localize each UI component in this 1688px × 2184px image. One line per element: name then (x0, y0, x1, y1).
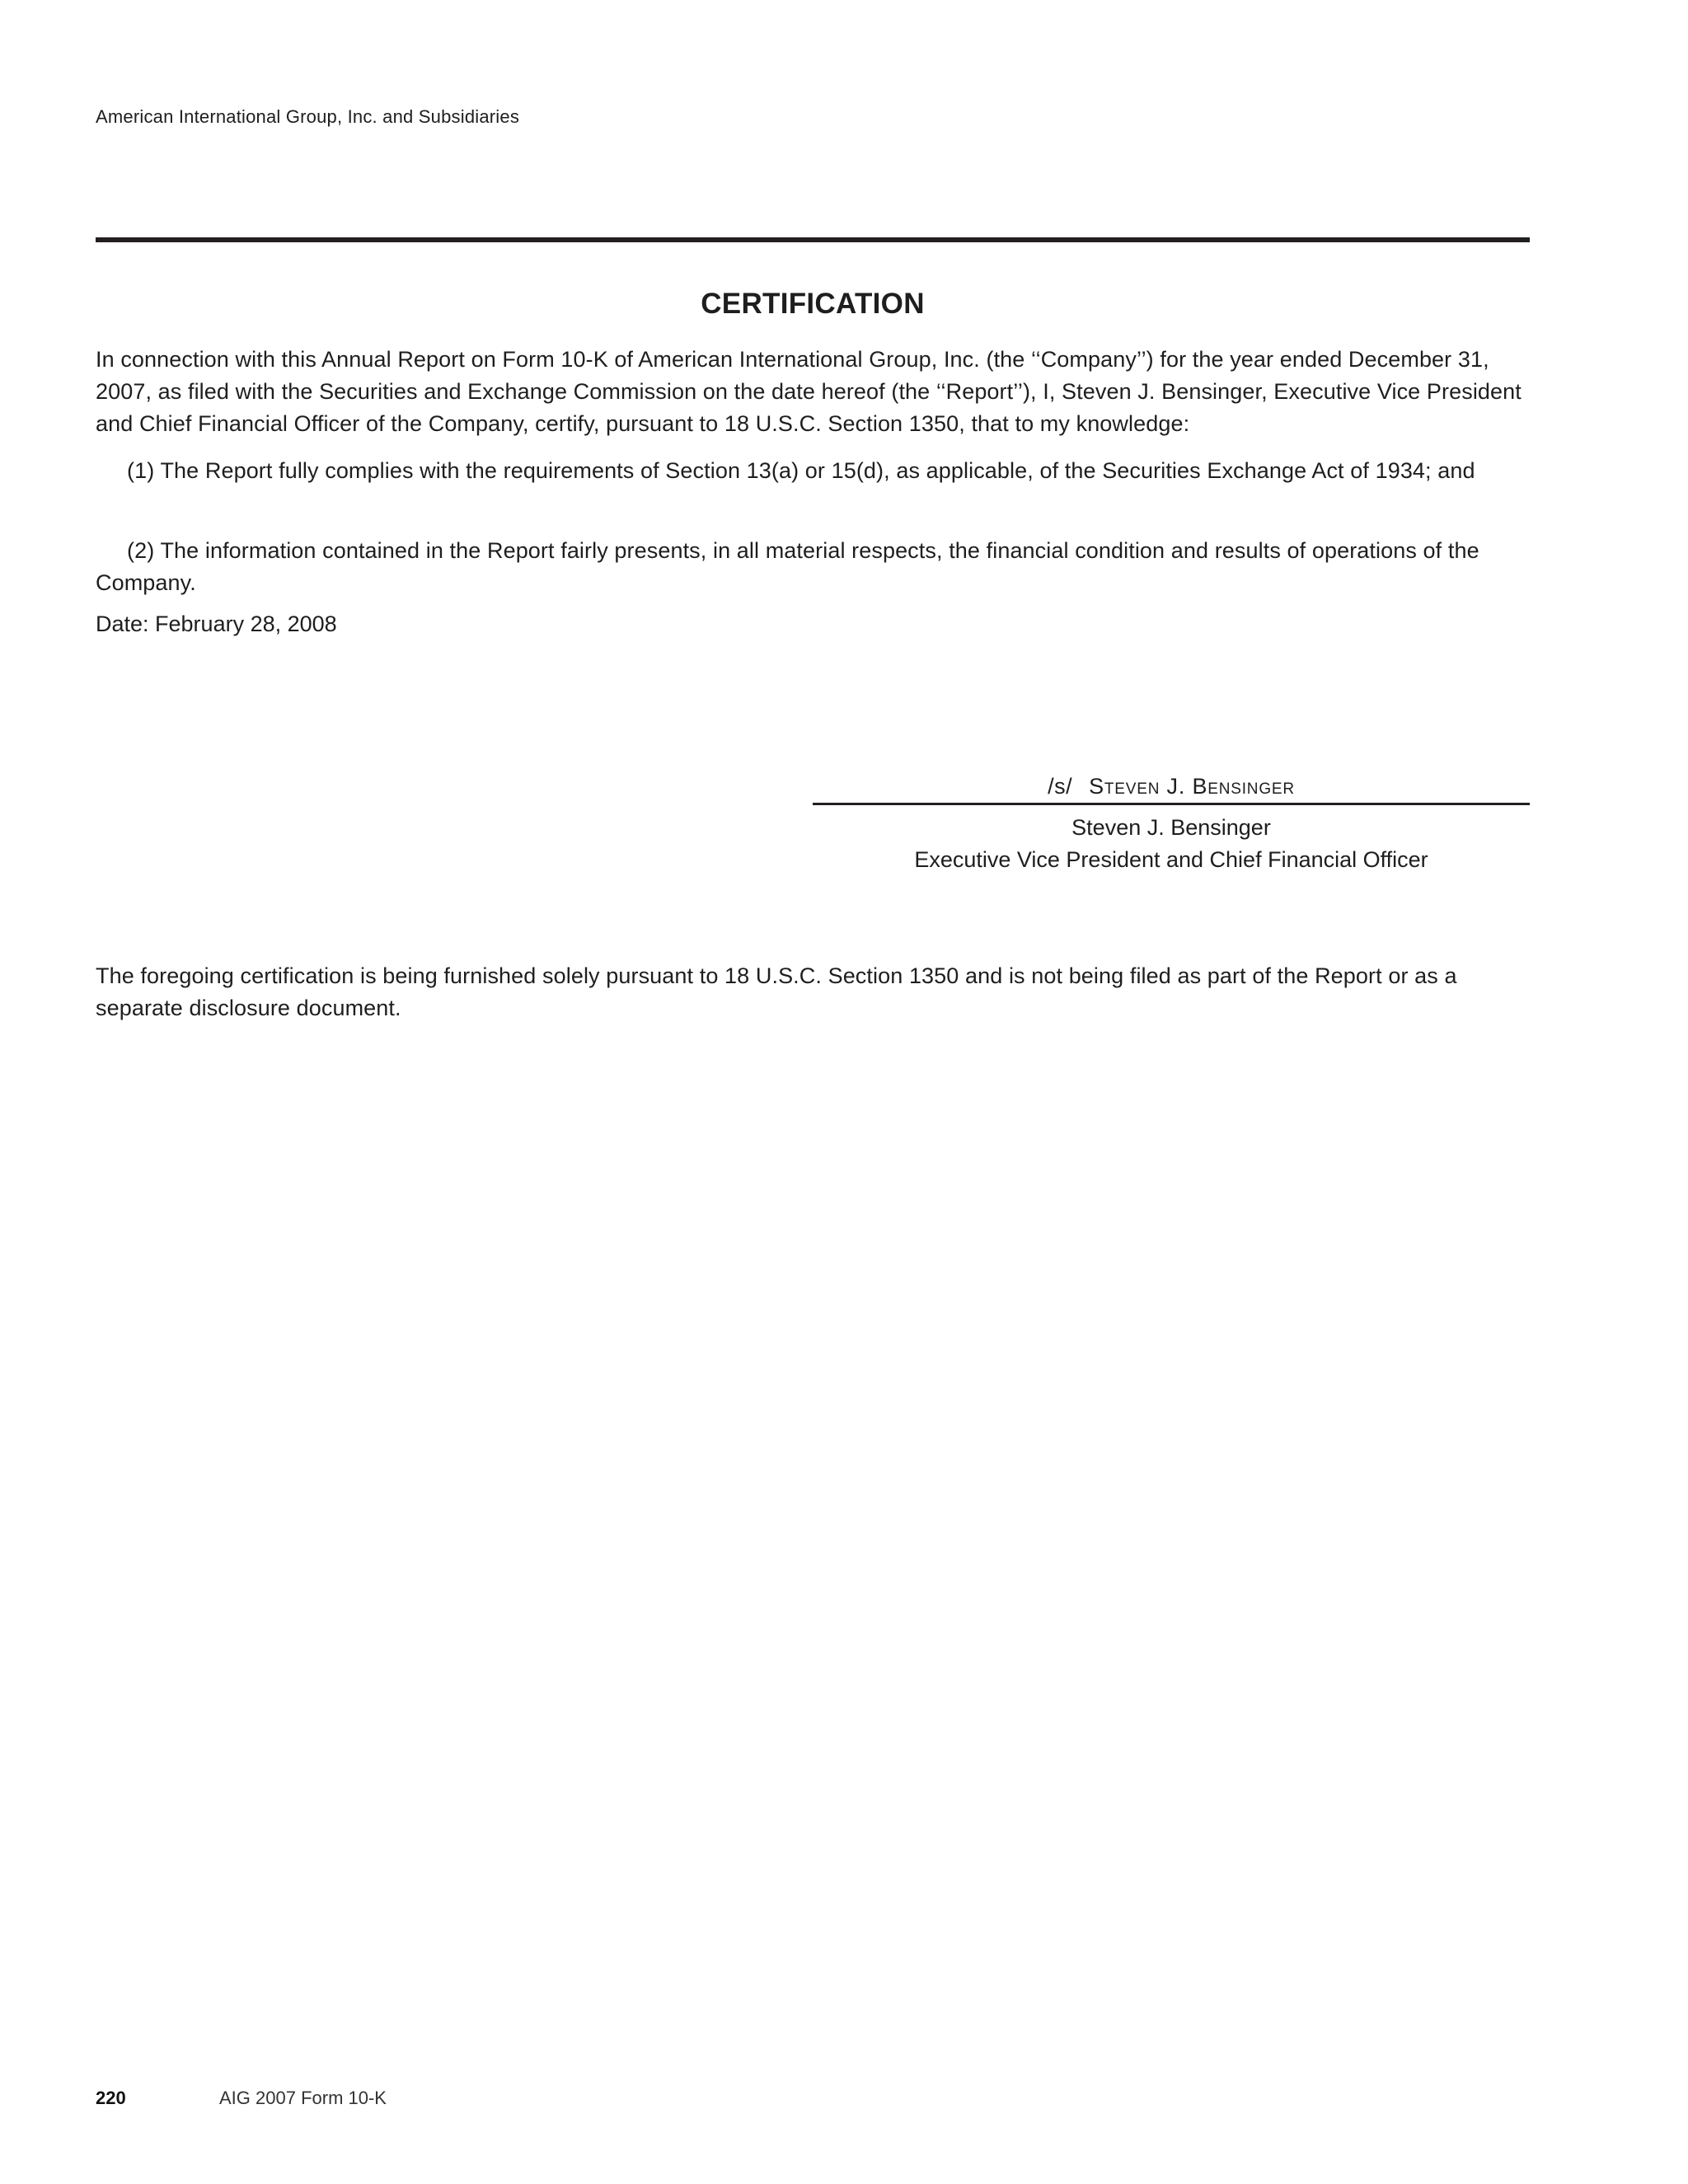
title-rule (96, 237, 1530, 242)
signature-line (813, 770, 1530, 805)
signer-title: Executive Vice President and Chief Financial Officer (914, 847, 1428, 872)
company-running-header: American International Group, Inc. and Subsidiaries (96, 106, 520, 127)
signature-conformed-mark: /s/ (1048, 774, 1073, 799)
certification-page (96, 0, 1530, 2184)
signer-printed-name: Steven J. Bensinger (1071, 815, 1271, 840)
certification-item-1 (96, 455, 1530, 487)
certification-title: CERTIFICATION (701, 288, 925, 321)
item-2-marker: (2) (127, 538, 155, 563)
item-1-text: The Report fully complies with the requirements of Section 13(a) or 15(d), as applicable, of the Securities Exchange Act of 1934; and (160, 458, 1475, 483)
closing-statement: The foregoing certification is being furnished solely pursuant to 18 U.S.C. Section 1350 and is not being filed as part of the Report or as a separate disclosure document. (96, 963, 1457, 1020)
item-2-text: The information contained in the Report fairly presents, in all material respects, the financial condition and results of operations of the Company. (96, 538, 1479, 595)
signature-block (813, 770, 1530, 876)
certification-intro: In connection with this Annual Report on Form 10-K of American International Group, Inc. (the ‘‘Company’’) for the year ended December 31, 2007, as filed with the Securities and Exchange Commission on the date hereof (the ‘‘Report’’), I, Steven J. Bensinger, Executive Vice President and Chief Financial Officer of the Company, certify, pursuant to 18 U.S.C. Section 1350, that to my knowledge: (96, 347, 1522, 436)
certification-item-2 (96, 535, 1530, 599)
page-footer (96, 2087, 387, 2110)
item-1-marker: (1) (127, 458, 155, 483)
footer-document-name: AIG 2007 Form 10-K (219, 2088, 387, 2108)
certification-date: Date: February 28, 2008 (96, 612, 337, 636)
signature-signed-name: Steven J. Bensinger (1089, 774, 1295, 799)
page-number: 220 (96, 2088, 126, 2108)
